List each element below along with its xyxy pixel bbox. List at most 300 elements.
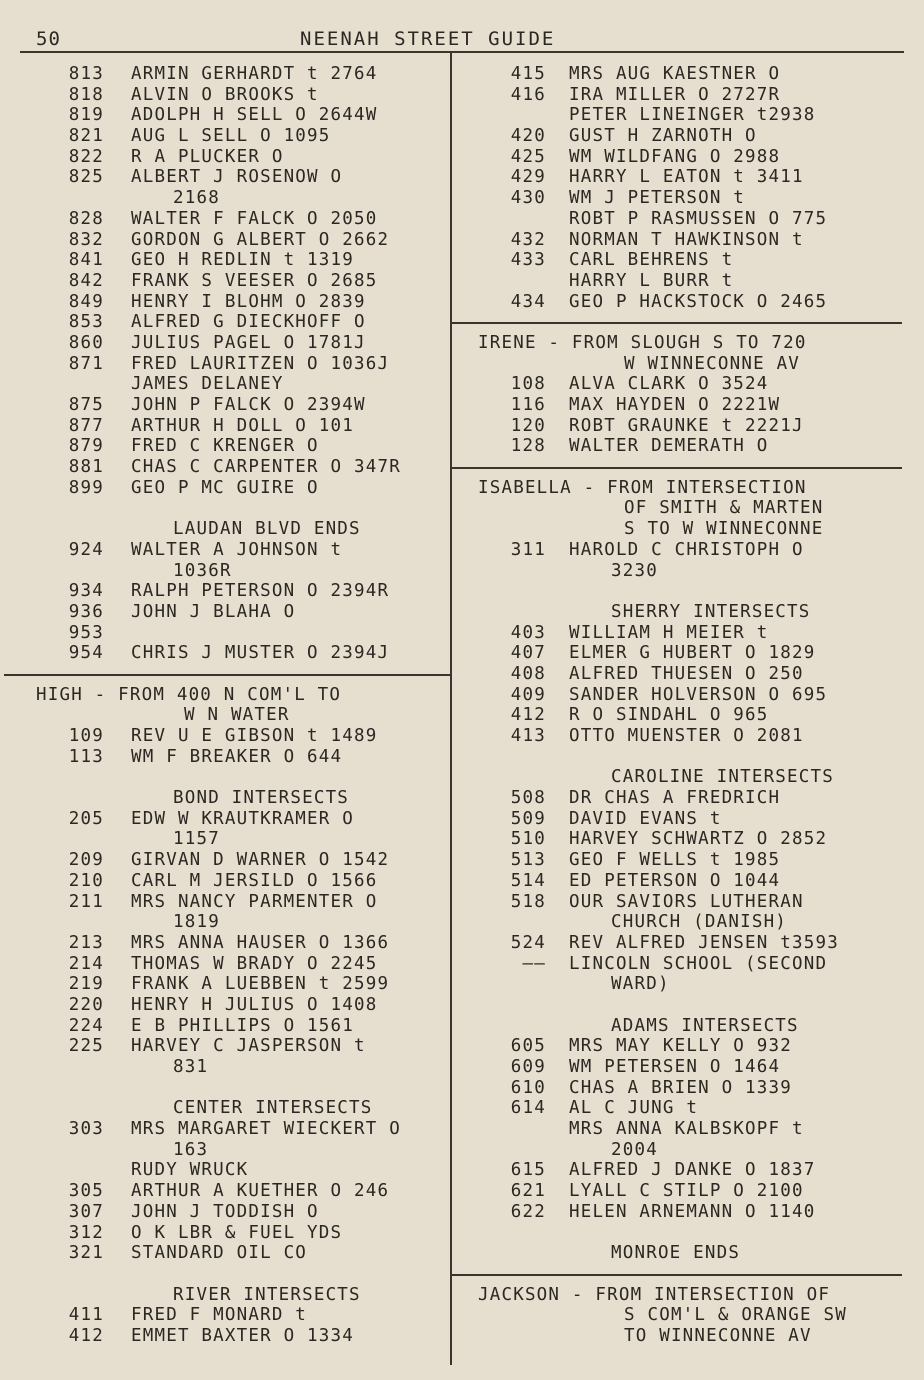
directory-entry: [0, 1243, 450, 1264]
resident-name: ALFRED THUESEN O 250: [569, 663, 804, 684]
street-heading-continued: [452, 519, 924, 540]
directory-entry: [0, 312, 450, 333]
street-heading: [452, 1285, 924, 1306]
house-number: 819: [68, 105, 104, 126]
intersection-text: ADAMS INTERSECTS: [611, 1015, 799, 1036]
resident-name: ARTHUR A KUETHER O 246: [131, 1181, 390, 1202]
house-number: 420: [510, 126, 546, 147]
house-number: 953: [68, 622, 104, 643]
house-number: 875: [68, 395, 104, 415]
resident-name: MRS AUG KAESTNER O: [569, 64, 781, 84]
resident-name: MRS ANNA HAUSER O 1366: [131, 932, 390, 953]
house-number: 307: [68, 1201, 104, 1222]
resident-name: FRANK S VEESER O 2685: [131, 270, 378, 291]
resident-name: ALBERT J ROSENOW O: [131, 167, 343, 188]
page-title: NEENAH STREET GUIDE: [300, 28, 556, 50]
directory-entry: [452, 271, 924, 292]
intersection-text: RIVER INTERSECTS: [173, 1284, 361, 1305]
resident-name: ALFRED G DIECKHOFF O: [131, 312, 366, 333]
section-rule: [452, 457, 924, 478]
page-header: [0, 26, 924, 54]
house-number: 430: [510, 188, 546, 209]
resident-name: GEO F WELLS t 1985: [569, 850, 781, 871]
resident-name: EMMET BAXTER O 1334: [131, 1325, 354, 1346]
directory-entry: [452, 230, 924, 251]
directory-entry: [452, 954, 924, 975]
directory-entry: [0, 540, 450, 561]
house-number: 514: [510, 870, 546, 891]
intersection-text: MONROE ENDS: [611, 1243, 741, 1264]
resident-name: RUDY WRUCK: [131, 1160, 249, 1181]
street-heading: [452, 333, 924, 354]
section-rule: [452, 1264, 924, 1285]
resident-name: ELMER G HUBERT O 1829: [569, 643, 816, 664]
house-number: 116: [510, 395, 546, 415]
continuation-line: [0, 561, 450, 582]
continuation-line: [0, 1057, 450, 1078]
directory-entry: [452, 64, 924, 85]
section-divider: [452, 1274, 902, 1276]
house-number: 821: [68, 126, 104, 147]
directory-entry: [452, 829, 924, 850]
house-number: 219: [68, 974, 104, 995]
resident-name: WM F BREAKER O 644: [131, 746, 343, 767]
resident-name: OUR SAVIORS LUTHERAN: [569, 891, 804, 912]
continuation-text: 1819: [173, 912, 220, 933]
resident-name: ALVA CLARK O 3524: [569, 374, 769, 395]
resident-name: HENRY H JULIUS O 1408: [131, 994, 378, 1015]
house-number: 225: [68, 1036, 104, 1057]
section-divider: [452, 322, 902, 324]
resident-name: EDW W KRAUTKRAMER O: [131, 808, 354, 829]
house-number: 936: [68, 601, 104, 622]
house-number: 877: [68, 415, 104, 436]
directory-entry: [0, 395, 450, 416]
resident-name: ED PETERSON O 1044: [569, 870, 781, 891]
resident-name: AL C JUNG t: [569, 1098, 699, 1119]
directory-entry: [0, 871, 450, 892]
section-divider: [4, 674, 450, 676]
resident-name: ADOLPH H SELL O 2644W: [131, 105, 378, 126]
continuation-line: [0, 829, 450, 850]
continuation-text: 163: [173, 1139, 209, 1160]
directory-entry: [452, 1119, 924, 1140]
resident-name: MRS NANCY PARMENTER O: [131, 891, 378, 912]
house-number: 841: [68, 250, 104, 271]
house-number: 128: [510, 436, 546, 457]
directory-entry: [0, 933, 450, 954]
directory-entry: [0, 147, 450, 168]
resident-name: OTTO MUENSTER O 2081: [569, 726, 804, 746]
directory-entry: [452, 1057, 924, 1078]
continuation-text: CHURCH (DANISH): [611, 912, 788, 933]
resident-name: FRED F MONARD t: [131, 1305, 308, 1326]
directory-entry: [452, 188, 924, 209]
blank-line: [452, 747, 924, 768]
intersection-note: [452, 1243, 924, 1264]
house-number: 408: [510, 663, 546, 684]
directory-entry: [0, 747, 450, 768]
directory-entry: [452, 871, 924, 892]
resident-name: HARRY L EATON t 3411: [569, 167, 804, 188]
resident-name: GORDON G ALBERT O 2662: [131, 229, 390, 250]
house-number: 508: [510, 788, 546, 809]
resident-name: HARVEY C JASPERSON t: [131, 1036, 366, 1057]
house-number: 924: [68, 539, 104, 560]
resident-name: AUG L SELL O 1095: [131, 126, 331, 147]
directory-entry: [0, 436, 450, 457]
left-column: [0, 64, 450, 1347]
resident-name: E B PHILLIPS O 1561: [131, 1015, 354, 1036]
directory-entry: [0, 85, 450, 106]
directory-entry: [0, 1181, 450, 1202]
house-number: 513: [510, 850, 546, 871]
resident-name: ROBT GRAUNKE t 2221J: [569, 415, 804, 436]
continuation-text: 1036R: [173, 560, 232, 581]
resident-name: GEO P MC GUIRE O: [131, 477, 319, 498]
resident-name: FRED C KRENGER O: [131, 436, 319, 457]
resident-name: HARVEY SCHWARTZ O 2852: [569, 829, 828, 850]
resident-name: WALTER A JOHNSON t: [131, 539, 343, 560]
resident-name: GEO H REDLIN t 1319: [131, 250, 354, 271]
directory-entry: [0, 602, 450, 623]
street-heading-text: IRENE - FROM SLOUGH S TO 720: [478, 332, 807, 353]
blank-line: [0, 1078, 450, 1099]
house-number: 828: [68, 208, 104, 229]
street-heading-continued: [452, 354, 924, 375]
house-number: 813: [68, 64, 104, 84]
intersection-note: [0, 1098, 450, 1119]
resident-name: GEO P HACKSTOCK O 2465: [569, 291, 828, 312]
directory-entry: [0, 126, 450, 147]
house-number: 610: [510, 1077, 546, 1098]
section-rule: [0, 664, 450, 685]
house-number: 432: [510, 229, 546, 250]
resident-name: REV U E GIBSON t 1489: [131, 726, 378, 746]
directory-entry: [0, 167, 450, 188]
directory-entry: [0, 292, 450, 313]
house-number: 407: [510, 643, 546, 664]
continuation-line: [0, 188, 450, 209]
resident-name: SANDER HOLVERSON O 695: [569, 684, 828, 705]
continuation-line: [452, 912, 924, 933]
blank-line: [0, 767, 450, 788]
house-number: 113: [68, 746, 104, 767]
directory-entry: [0, 374, 450, 395]
directory-entry: [0, 726, 450, 747]
directory-entry: [0, 1016, 450, 1037]
house-number: 853: [68, 312, 104, 333]
section-divider: [452, 467, 902, 469]
street-heading-text: ISABELLA - FROM INTERSECTION: [478, 477, 807, 498]
resident-name: GIRVAN D WARNER O 1542: [131, 850, 390, 871]
directory-entry: [452, 1036, 924, 1057]
house-number: 120: [510, 415, 546, 436]
house-number: 425: [510, 146, 546, 167]
resident-name: JAMES DELANEY: [131, 374, 284, 395]
resident-name: CHRIS J MUSTER O 2394J: [131, 643, 390, 664]
resident-name: CARL BEHRENS t: [569, 250, 734, 271]
house-number: 413: [510, 726, 546, 746]
resident-name: IRA MILLER O 2727R: [569, 84, 781, 105]
resident-name: O K LBR & FUEL YDS: [131, 1222, 343, 1243]
resident-name: WM WILDFANG O 2988: [569, 146, 781, 167]
house-number: 416: [510, 84, 546, 105]
resident-name: CARL M JERSILD O 1566: [131, 870, 378, 891]
resident-name: JOHN J BLAHA O: [131, 601, 296, 622]
directory-entry: [0, 1223, 450, 1244]
house-number: 214: [68, 953, 104, 974]
house-number: 822: [68, 146, 104, 167]
resident-name: STANDARD OIL CO: [131, 1243, 308, 1264]
resident-name: ALFRED J DANKE O 1837: [569, 1160, 816, 1181]
resident-name: HENRY I BLOHM O 2839: [131, 291, 366, 312]
house-number: 615: [510, 1160, 546, 1181]
directory-entry: [0, 416, 450, 437]
house-number: 415: [510, 64, 546, 84]
directory-entry: [452, 416, 924, 437]
resident-name: REV ALFRED JENSEN t3593: [569, 932, 839, 953]
resident-name: JOHN J TODDISH O: [131, 1201, 319, 1222]
directory-entry: [0, 250, 450, 271]
house-number: 211: [68, 891, 104, 912]
street-heading-text: HIGH - FROM 400 N COM'L TO: [36, 684, 342, 705]
house-number: 303: [68, 1119, 104, 1140]
directory-entry: [0, 954, 450, 975]
continuation-text: WARD): [611, 974, 670, 995]
house-number: 614: [510, 1098, 546, 1119]
directory-entry: [0, 1202, 450, 1223]
resident-name: NORMAN T HAWKINSON t: [569, 229, 804, 250]
street-heading-continued: [452, 1305, 924, 1326]
street-heading-continued: [452, 1326, 924, 1347]
resident-name: ARTHUR H DOLL O 101: [131, 415, 354, 436]
continuation-line: [452, 1140, 924, 1161]
section-rule: [452, 312, 924, 333]
right-column: [452, 64, 924, 1347]
directory-entry: [452, 705, 924, 726]
house-number: 412: [68, 1325, 104, 1346]
directory-entry: [0, 457, 450, 478]
resident-name: FRED LAURITZEN O 1036J: [131, 353, 390, 374]
street-heading-continued: [452, 498, 924, 519]
directory-entry: [452, 1202, 924, 1223]
house-number: 412: [510, 705, 546, 726]
house-number: 321: [68, 1243, 104, 1264]
resident-name: WM J PETERSON t: [569, 188, 746, 209]
blank-line: [452, 1223, 924, 1244]
resident-name: JOHN P FALCK O 2394W: [131, 395, 366, 415]
blank-line: [452, 581, 924, 602]
directory-entry: [0, 643, 450, 664]
continuation-text: 831: [173, 1057, 209, 1077]
house-number: 305: [68, 1181, 104, 1202]
resident-name: LINCOLN SCHOOL (SECOND: [569, 953, 828, 974]
resident-name: HARRY L BURR t: [569, 270, 734, 291]
street-heading-text: W N WATER: [184, 705, 290, 726]
resident-name: MAX HAYDEN O 2221W: [569, 395, 781, 415]
continuation-line: [452, 561, 924, 582]
house-number: 609: [510, 1057, 546, 1077]
house-number: 622: [510, 1201, 546, 1222]
house-number: 108: [510, 374, 546, 395]
house-number: 311: [510, 539, 546, 560]
resident-name: MRS MARGARET WIECKERT O: [131, 1119, 401, 1140]
house-number: 518: [510, 891, 546, 912]
resident-name: FRANK A LUEBBEN t 2599: [131, 974, 390, 995]
street-heading-text: S COM'L & ORANGE SW: [624, 1305, 847, 1326]
intersection-text: LAUDAN BLVD ENDS: [173, 519, 361, 540]
house-number: 954: [68, 643, 104, 664]
directory-entry: [452, 105, 924, 126]
directory-entry: [452, 809, 924, 830]
directory-entry: [452, 1181, 924, 1202]
street-heading-text: OF SMITH & MARTEN: [624, 498, 824, 519]
house-number: 433: [510, 250, 546, 271]
directory-entry: [0, 809, 450, 830]
street-heading-text: S TO W WINNECONNE: [624, 519, 824, 540]
directory-entry: [452, 643, 924, 664]
house-number: 842: [68, 270, 104, 291]
continuation-text: 3230: [611, 560, 658, 581]
directory-entry: [452, 395, 924, 416]
directory-entry: [452, 85, 924, 106]
house-number: 205: [68, 808, 104, 829]
directory-entry: [452, 726, 924, 747]
continuation-line: [452, 974, 924, 995]
house-number: 899: [68, 477, 104, 498]
resident-name: ALVIN O BROOKS t: [131, 84, 319, 105]
resident-name: HAROLD C CHRISTOPH O: [569, 539, 804, 560]
house-number: 524: [510, 932, 546, 953]
directory-entry: [0, 1160, 450, 1181]
resident-name: MRS MAY KELLY O 932: [569, 1036, 792, 1057]
directory-entry: [452, 126, 924, 147]
house-number: 881: [68, 457, 104, 478]
directory-entry: [452, 1160, 924, 1181]
resident-name: R A PLUCKER O: [131, 146, 284, 167]
directory-entry: [0, 271, 450, 292]
house-number: 409: [510, 684, 546, 705]
directory-entry: [0, 581, 450, 602]
house-number: 605: [510, 1036, 546, 1057]
blank-line: [452, 995, 924, 1016]
directory-entry: [0, 478, 450, 499]
intersection-text: BOND INTERSECTS: [173, 788, 350, 809]
continuation-line: [0, 1140, 450, 1161]
directory-entry: [452, 850, 924, 871]
house-number: 312: [68, 1222, 104, 1243]
resident-name: DAVID EVANS t: [569, 808, 722, 829]
house-number: ——: [522, 953, 546, 974]
resident-name: CHAS A BRIEN O 1339: [569, 1077, 792, 1098]
street-heading-continued: [0, 705, 450, 726]
house-number: 860: [68, 332, 104, 353]
street-heading: [452, 478, 924, 499]
intersection-note: [0, 1285, 450, 1306]
directory-entry: [452, 167, 924, 188]
house-number: 210: [68, 870, 104, 891]
house-number: 849: [68, 291, 104, 312]
directory-entry: [452, 374, 924, 395]
directory-entry: [0, 105, 450, 126]
resident-name: WM PETERSEN O 1464: [569, 1057, 781, 1077]
house-number: 509: [510, 808, 546, 829]
resident-name: GUST H ZARNOTH O: [569, 126, 757, 147]
directory-entry: [452, 209, 924, 230]
directory-entry: [0, 995, 450, 1016]
directory-entry: [0, 623, 450, 644]
intersection-note: [452, 602, 924, 623]
street-heading-text: JACKSON - FROM INTERSECTION OF: [478, 1284, 831, 1305]
resident-name: PETER LINEINGER t2938: [569, 105, 816, 126]
intersection-note: [0, 788, 450, 809]
directory-entry: [452, 664, 924, 685]
directory-entry: [0, 892, 450, 913]
intersection-note: [0, 519, 450, 540]
resident-name: THOMAS W BRADY O 2245: [131, 953, 378, 974]
resident-name: MRS ANNA KALBSKOPF t: [569, 1119, 804, 1140]
intersection-text: CENTER INTERSECTS: [173, 1098, 373, 1119]
directory-entry: [0, 64, 450, 85]
resident-name: RALPH PETERSON O 2394R: [131, 581, 390, 602]
directory-entry: [0, 354, 450, 375]
house-number: 832: [68, 229, 104, 250]
resident-name: LYALL C STILP O 2100: [569, 1181, 804, 1202]
resident-name: CHAS C CARPENTER O 347R: [131, 457, 401, 478]
street-heading-text: TO WINNECONNE AV: [624, 1325, 812, 1346]
house-number: 403: [510, 622, 546, 643]
resident-name: DR CHAS A FREDRICH: [569, 788, 781, 809]
resident-name: ROBT P RASMUSSEN O 775: [569, 208, 828, 229]
directory-entry: [452, 1098, 924, 1119]
continuation-text: 2168: [173, 188, 220, 209]
directory-entry: [452, 292, 924, 313]
resident-name: WALTER DEMERATH O: [569, 436, 769, 457]
directory-entry: [452, 250, 924, 271]
house-number: 934: [68, 581, 104, 602]
directory-entry: [452, 623, 924, 644]
house-number: 510: [510, 829, 546, 850]
street-heading: [0, 685, 450, 706]
directory-entry: [0, 230, 450, 251]
directory-entry: [0, 1305, 450, 1326]
house-number: 224: [68, 1015, 104, 1036]
directory-entry: [452, 685, 924, 706]
continuation-text: 1157: [173, 829, 220, 850]
house-number: 434: [510, 291, 546, 312]
header-rule: [20, 51, 904, 53]
resident-name: HELEN ARNEMANN O 1140: [569, 1201, 816, 1222]
resident-name: WALTER F FALCK O 2050: [131, 208, 378, 229]
resident-name: ARMIN GERHARDT t 2764: [131, 64, 378, 84]
intersection-text: CAROLINE INTERSECTS: [611, 767, 834, 788]
directory-entry: [0, 850, 450, 871]
directory-entry: [0, 974, 450, 995]
directory-entry: [452, 540, 924, 561]
house-number: 825: [68, 167, 104, 188]
house-number: 621: [510, 1181, 546, 1202]
intersection-note: [452, 1016, 924, 1037]
resident-name: WILLIAM H MEIER t: [569, 622, 769, 643]
house-number: 818: [68, 84, 104, 105]
directory-entry: [452, 933, 924, 954]
directory-entry: [0, 1119, 450, 1140]
directory-entry: [452, 436, 924, 457]
directory-entry: [0, 209, 450, 230]
blank-line: [0, 1264, 450, 1285]
directory-entry: [452, 1078, 924, 1099]
